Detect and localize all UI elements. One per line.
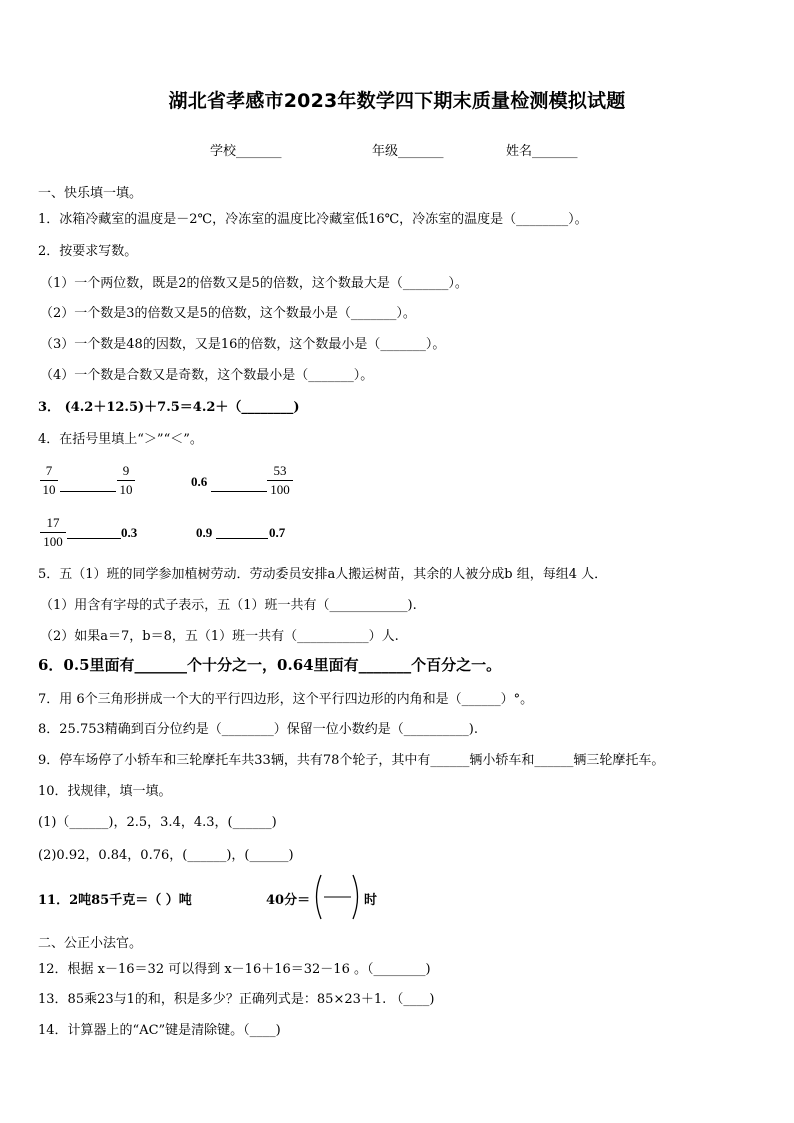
question-2: 2．按要求写数。	[38, 244, 138, 259]
question-2-part-1: （1）一个两位数，既是2的倍数又是5的倍数，这个数最大是（_______）。	[40, 276, 468, 291]
decimal-0-6: 0.6	[191, 474, 208, 489]
denominator: 100	[43, 534, 63, 549]
fraction-bar	[40, 532, 66, 533]
question-5-part-2: （2）如果a＝7，b＝8，五（1）班一共有（___________）人.	[40, 629, 399, 644]
answer-blank	[216, 538, 268, 539]
denominator: 100	[270, 482, 290, 497]
answer-blank	[60, 491, 116, 492]
numerator: 53	[273, 463, 287, 478]
numerator: 7	[45, 463, 53, 478]
answer-blank	[67, 538, 121, 539]
question-13: 13．85乘23与1的和，积是多少？正确列式是：85×23＋1. （____)	[38, 992, 435, 1007]
decimal-0-9: 0.9	[196, 525, 213, 540]
numerator: 9	[122, 463, 130, 478]
question-5: 5．五（1）班的同学参加植树劳动．劳动委员安排a人搬运树苗，其余的人被分成b 组，每组4 人．	[38, 567, 608, 582]
section-2-heading: 二、公正小法官。	[38, 936, 143, 951]
question-8: 8．25.753精确到百分位约是（________）保留一位小数约是（__________).	[38, 722, 478, 737]
question-11-weight: 11．2吨85千克＝（ ）吨	[38, 893, 192, 908]
fraction-9-10	[117, 463, 135, 498]
numerator: 17	[46, 515, 60, 530]
question-11-unit: 时	[364, 893, 378, 908]
question-2-part-2: （2）一个数是3的倍数又是5的倍数，这个数最小是（_______）。	[40, 306, 416, 321]
section-1-heading: 一、快乐填一填。	[38, 186, 143, 201]
denominator: 10	[119, 482, 133, 497]
fraction-answer-box	[311, 873, 363, 921]
denominator: 10	[42, 482, 56, 497]
question-12: 12．根据 x－16＝32 可以得到 x－16＋16＝32－16 。（________)	[38, 962, 431, 977]
question-1: 1．冰箱冷藏室的温度是－2℃，冷冻室的温度比冷藏室低16℃，冷冻室的温度是（________）。	[38, 212, 588, 227]
decimal-0-7: 0.7	[269, 525, 286, 540]
fraction-17-100	[40, 515, 66, 550]
question-9: 9．停车场停了小轿车和三轮摩托车共33辆，共有78个轮子，其中有______辆小轿车和______辆三轮摩托车。	[38, 753, 665, 768]
fraction-7-10	[40, 463, 58, 498]
question-3: 3． (4.2＋12.5)＋7.5＝4.2＋（________)	[38, 400, 300, 415]
decimal-0-3: 0.3	[121, 525, 138, 540]
question-10-part-2: (2)0.92，0.84，0.76，(______)，(______)	[38, 848, 294, 863]
grade-field: 年级_______	[372, 144, 444, 159]
question-14: 14．计算器上的“AC”键是清除键。（____)	[38, 1023, 281, 1038]
question-2-part-4: （4）一个数是合数又是奇数，这个数最小是（_______）。	[40, 368, 374, 383]
question-7: 7．用 6个三角形拼成一个大的平行四边形，这个平行四边形的内角和是（______）°。	[38, 692, 534, 707]
question-2-part-3: （3）一个数是48的因数，又是16的倍数，这个数最小是（_______）。	[40, 337, 446, 352]
page-title: 湖北省孝感市2023年数学四下期末质量检测模拟试题	[168, 90, 626, 112]
fraction-bar	[267, 480, 293, 481]
question-11-time-label: 40分＝	[266, 893, 311, 908]
question-5-part-1: （1）用含有字母的式子表示，五（1）班一共有（____________).	[40, 598, 417, 613]
question-10-part-1: (1)（______)，2.5，3.4，4.3，(______)	[38, 815, 277, 830]
question-4: 4．在括号里填上“＞”“＜”。	[38, 432, 203, 447]
fraction-bar	[40, 480, 58, 481]
question-10: 10．找规律，填一填。	[38, 784, 172, 799]
fraction-bar	[117, 480, 135, 481]
answer-blank	[211, 491, 267, 492]
school-field: 学校_______	[210, 144, 282, 159]
name-field: 姓名_______	[506, 144, 578, 159]
question-6: 6．0.5里面有_______个十分之一，0.64里面有_______个百分之一。	[38, 656, 502, 674]
fraction-53-100	[267, 463, 293, 498]
